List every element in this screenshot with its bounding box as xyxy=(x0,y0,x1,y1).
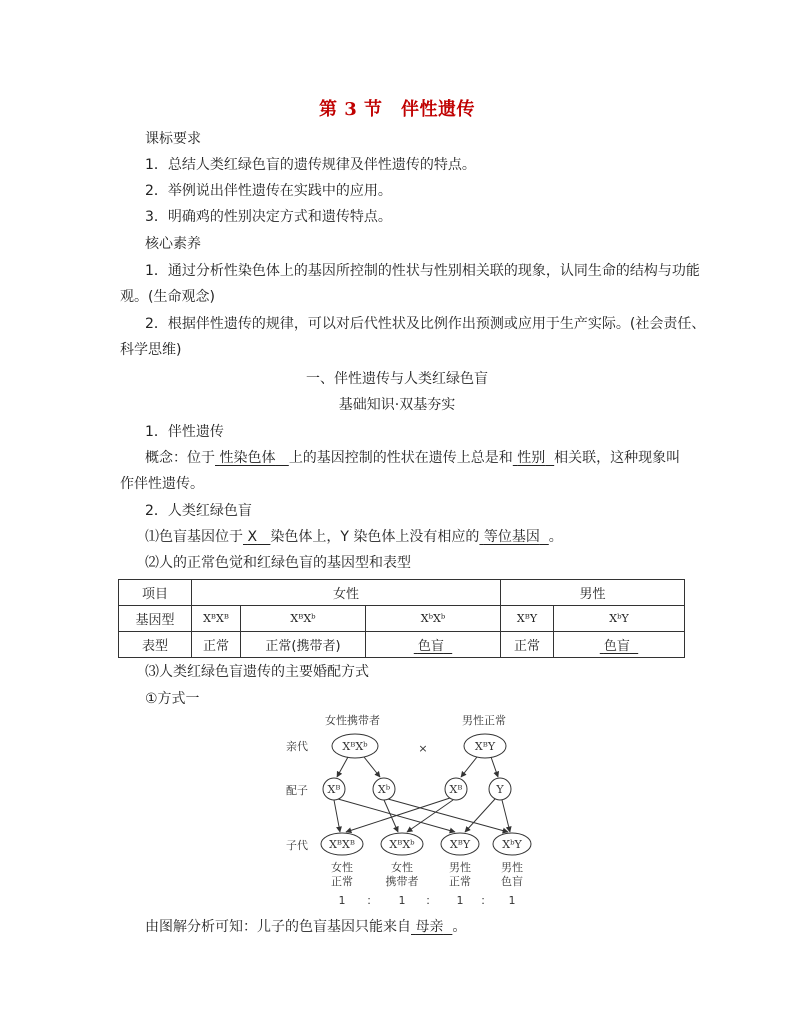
inheritance-svg xyxy=(280,708,570,908)
table-cell-blank: 色盲 xyxy=(554,632,685,658)
table-cell: XᵇXᵇ xyxy=(366,606,501,632)
curriculum-item: 1．总结人类红绿色盲的遗传规律及伴性遗传的特点。 xyxy=(145,157,476,173)
literacy-heading: 核心素养 xyxy=(145,236,201,252)
ratio-separator: ： xyxy=(366,894,378,907)
table-row-label: 基因型 xyxy=(119,606,192,632)
row-label-gamete: 配子 xyxy=(286,784,308,797)
table-header-female: 女性 xyxy=(192,580,501,606)
literacy-item2-line1: 2．根据伴性遗传的规律，可以对后代性状及比例作出预测或应用于生产实际。(社会责任、 xyxy=(145,316,706,332)
child-sex-label: 男性 xyxy=(501,861,523,874)
concept-blank-sex: 性别 xyxy=(517,450,546,466)
curriculum-item: 3．明确鸡的性别决定方式和遗传特点。 xyxy=(145,209,392,225)
gamete-label: Xᴮ xyxy=(327,783,341,796)
concept-suffix: 相关联，这种现象叫 xyxy=(554,450,681,466)
page-title: 第 3 节 伴性遗传 xyxy=(318,99,476,120)
curriculum-heading: 课标要求 xyxy=(145,131,201,147)
table-cell-blank: 色盲 xyxy=(366,632,501,658)
child-genotype: XᴮXᵇ xyxy=(389,838,415,851)
concept-line1 xyxy=(145,449,680,467)
arrow xyxy=(334,800,340,832)
child-phenotype-label: 正常 xyxy=(331,875,353,888)
child-phenotype-label: 色盲 xyxy=(501,875,523,888)
table-row xyxy=(119,606,685,632)
curriculum-item: 2．举例说出伴性遗传在实践中的应用。 xyxy=(145,183,392,199)
section-subheading: 基础知识·双基夯实 xyxy=(338,397,456,413)
statement-2: ⑵人的正常色觉和红绿色盲的基因型和表型 xyxy=(145,555,411,571)
concept-blank-chromosome: 性染色体 xyxy=(219,450,276,466)
arrow xyxy=(502,800,510,832)
blank-x: X xyxy=(247,529,258,545)
table-cell: 正常 xyxy=(501,632,554,658)
ratio-value: 1 xyxy=(338,894,346,907)
concept-prefix: 概念：位于 xyxy=(145,450,215,466)
literacy-item2-line2: 科学思维) xyxy=(120,342,182,358)
table-cell: XᴮY xyxy=(501,606,554,632)
father-genotype: XᴮY xyxy=(474,740,496,753)
gamete-label: Xᴮ xyxy=(449,783,463,796)
gamete-label: Y xyxy=(496,783,504,796)
table-cell: 正常(携带者) xyxy=(241,632,366,658)
table-cell: XᵇY xyxy=(554,606,685,632)
child-phenotype-label: 携带者 xyxy=(385,875,419,888)
blank-mother: 母亲 xyxy=(415,919,444,935)
section-heading: 一、伴性遗传与人类红绿色盲 xyxy=(306,371,488,387)
literacy-item1-line2: 观。(生命观念) xyxy=(120,289,215,305)
concept-mid: 上的基因控制的性状在遗传上总是和 xyxy=(288,450,513,466)
table-header-male: 男性 xyxy=(501,580,685,606)
ratio-separator: ： xyxy=(480,894,492,907)
mother-label: 女性携带者 xyxy=(325,714,380,727)
ratio-value: 1 xyxy=(508,894,516,907)
table-row xyxy=(119,632,685,658)
literacy-item1-line1: 1．通过分析性染色体上的基因所控制的性状与性别相关联的现象，认同生命的结构与功能 xyxy=(145,263,700,279)
child-genotype: XᴮXᴮ xyxy=(329,838,355,851)
ratio-separator: ： xyxy=(425,894,437,907)
cross-symbol: × xyxy=(418,742,428,755)
child-sex-label: 女性 xyxy=(391,861,413,874)
mother-genotype: XᴮXᵇ xyxy=(342,740,368,753)
statement-1: ⑴色盲基因位于 X 染色体上，Y 染色体上没有相应的 等位基因 。 xyxy=(145,529,563,545)
table-header-item: 项目 xyxy=(119,580,192,606)
arrow xyxy=(337,757,348,777)
subsection-title: 1．伴性遗传 xyxy=(145,424,224,440)
table-row xyxy=(119,580,685,606)
table-row-label: 表型 xyxy=(119,632,192,658)
table-cell: XᴮXᵇ xyxy=(241,606,366,632)
subsection-title: 2．人类红绿色盲 xyxy=(145,503,252,519)
arrow xyxy=(461,757,477,777)
concept-line2: 作伴性遗传。 xyxy=(120,476,204,492)
table-cell: 正常 xyxy=(192,632,241,658)
row-label-parent: 亲代 xyxy=(286,740,308,753)
child-genotype: XᴮY xyxy=(449,838,471,851)
child-genotype: XᵇY xyxy=(502,838,522,851)
arrow xyxy=(491,757,498,777)
statement-3: ⑶人类红绿色盲遗传的主要婚配方式 xyxy=(145,664,369,680)
gamete-label: Xᵇ xyxy=(377,783,391,796)
method-1: ①方式一 xyxy=(145,691,200,707)
child-sex-label: 男性 xyxy=(449,861,471,874)
genotype-table xyxy=(118,579,685,658)
arrow xyxy=(346,798,450,832)
row-label-child: 子代 xyxy=(286,839,308,852)
father-label: 男性正常 xyxy=(462,714,506,727)
conclusion: 由图解分析可知：儿子的色盲基因只能来自 母亲 。 xyxy=(145,919,467,935)
table-cell: XᴮXᴮ xyxy=(192,606,241,632)
ratio-value: 1 xyxy=(456,894,464,907)
child-sex-label: 女性 xyxy=(331,861,353,874)
inheritance-diagram xyxy=(280,708,570,908)
blank-allele: 等位基因 xyxy=(483,529,540,545)
ratio-value: 1 xyxy=(398,894,406,907)
child-phenotype-label: 正常 xyxy=(449,875,471,888)
arrow xyxy=(364,757,380,777)
